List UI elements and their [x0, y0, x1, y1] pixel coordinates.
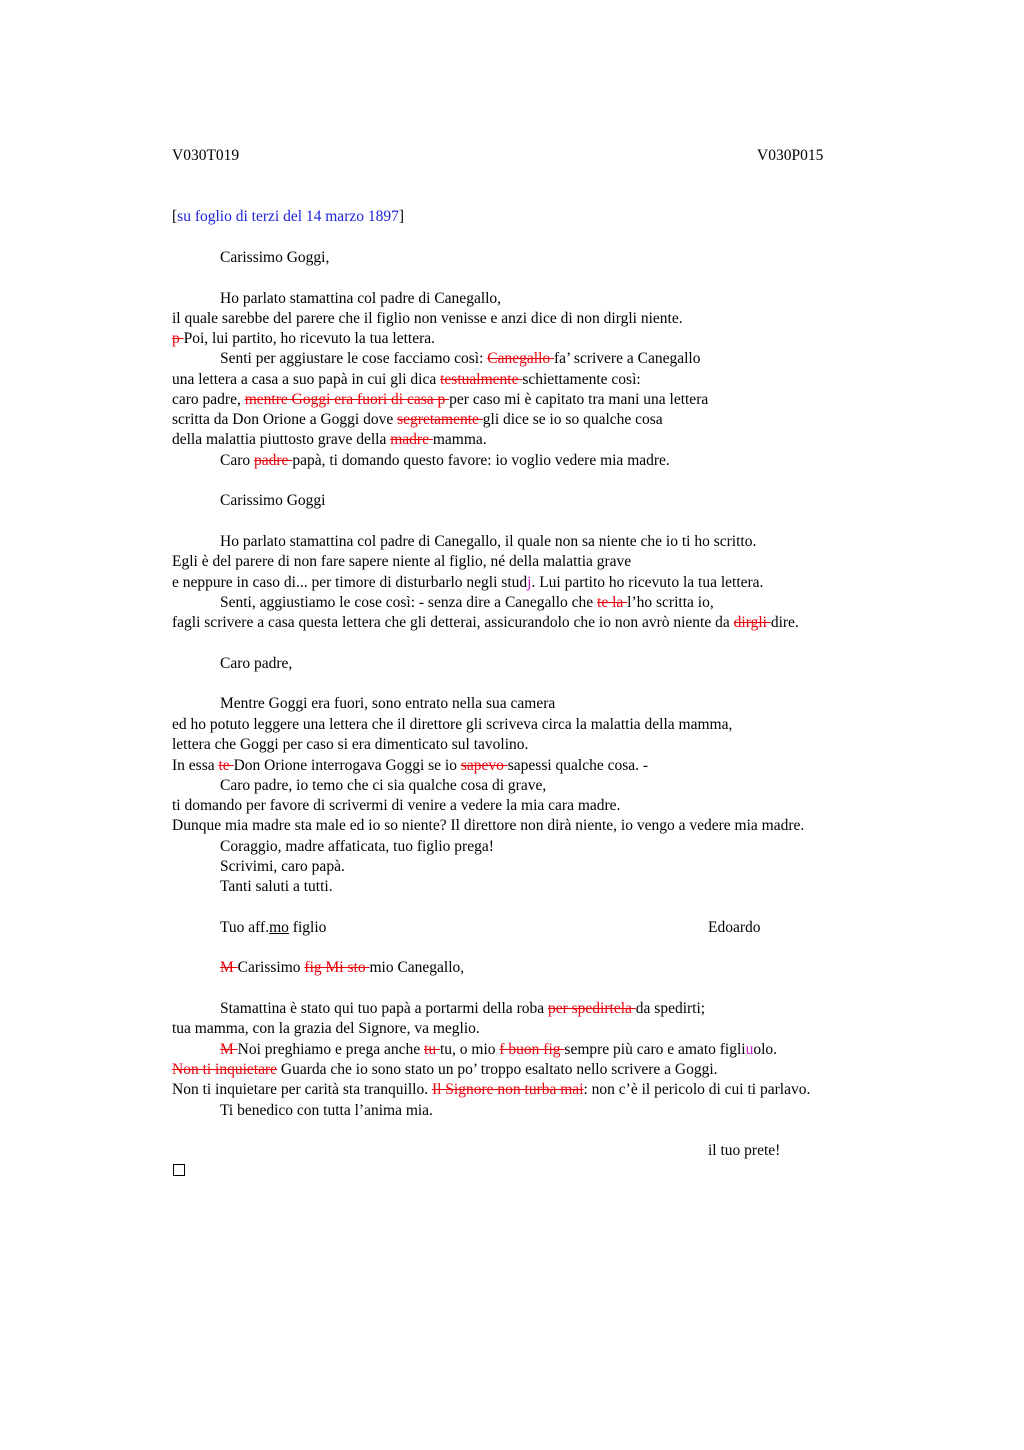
draft1-line: il quale sarebbe del parere che il figlio non venisse e anzi dice di non dirgli niente.: [172, 310, 683, 327]
draft2-line: [220, 593, 714, 613]
draft2-greeting: Carissimo Goggi: [220, 492, 326, 509]
draft1-greeting: Carissimo Goggi,: [220, 249, 330, 266]
draft2-line: [172, 573, 763, 593]
draft1-line: [172, 430, 487, 450]
draft1-line: [172, 370, 641, 390]
line-text: Senti, aggiustiamo le cose così: - senza dire a Canegallo che: [220, 594, 598, 611]
deleted-text: f buon fig: [499, 1041, 565, 1058]
line-text: : non c’è il pericolo di cui ti parlavo.: [583, 1081, 811, 1098]
line-text: olo.: [753, 1041, 778, 1058]
line-text: Noi preghiamo e prega anche: [237, 1041, 425, 1058]
line-text: Tuo aff.: [220, 919, 270, 936]
line-text: Don Orione interrogava Goggi se io: [233, 757, 461, 774]
letter-line: lettera che Goggi per caso si era dimenticato sul tavolino.: [172, 736, 529, 753]
letter-closing: [220, 918, 326, 938]
letter-line: Scrivimi, caro papà.: [220, 858, 345, 875]
line-text: Caro: [220, 452, 255, 469]
deleted-text: M: [220, 959, 238, 976]
line-text: per caso mi è capitato tra mani una lettera: [449, 391, 709, 408]
draft1-line: [220, 349, 700, 369]
inserted-text: u: [745, 1041, 754, 1058]
bracket-close: ]: [398, 208, 405, 225]
line-text: Senti per aggiustare le cose facciamo così:: [220, 350, 488, 367]
line-text: mamma.: [432, 431, 487, 448]
deleted-text: per spedirtela: [547, 1000, 636, 1017]
line-text: Poi, lui partito, ho ricevuto la tua lettera.: [183, 330, 436, 347]
deleted-text: fig Mi sto: [304, 959, 370, 976]
deleted-text: padre: [254, 452, 293, 469]
deleted-text: madre: [390, 431, 433, 448]
line-text: Stamattina è stato qui tuo papà a portarmi della roba: [220, 1000, 548, 1017]
draft1-line: [172, 390, 708, 410]
line-text: Non ti inquietare per carità sta tranquillo.: [172, 1081, 432, 1098]
draft1-line: Ho parlato stamattina col padre di Canegallo,: [220, 290, 502, 307]
deleted-text: tu: [424, 1041, 440, 1058]
letter-line: Coraggio, madre affaticata, tuo figlio prega!: [220, 838, 494, 855]
line-text: dire.: [770, 614, 799, 631]
deleted-text: Il Signore non turba mai: [431, 1081, 584, 1098]
line-text: mio Canegallo,: [369, 959, 465, 976]
line-text: tu, o mio: [439, 1041, 500, 1058]
line-text: schiettamente così:: [522, 371, 641, 388]
line-text: e neppure in caso di... per timore di disturbarlo negli stud: [172, 574, 528, 591]
final-line: [172, 1080, 810, 1100]
deleted-text: M: [220, 1041, 238, 1058]
deleted-text: dirgli: [733, 614, 771, 631]
underlined-text: mo: [269, 919, 289, 936]
line-text: fagli scrivere a casa questa lettera che gli detterai, assicurandolo che io non avrò niente da: [172, 614, 734, 631]
line-text: sapessi qualche cosa. -: [507, 757, 649, 774]
final-line: [220, 1040, 777, 1060]
draft2-line: Ho parlato stamattina col padre di Canegallo, il quale non sa niente che io ti ho scritto.: [220, 533, 757, 550]
line-text: l’ho scritta io,: [627, 594, 714, 611]
draft1-line: [172, 329, 435, 349]
final-line: [172, 1060, 718, 1080]
bracket-open: [: [172, 208, 178, 225]
deleted-text: Non ti inquietare: [172, 1061, 278, 1078]
line-text: papà, ti domando questo favore: io voglio vedere mia madre.: [292, 452, 670, 469]
document-code-left: V030T019: [172, 147, 240, 164]
letter-line: Caro padre, io temo che ci sia qualche cosa di grave,: [220, 777, 547, 794]
letter-greeting: Caro padre,: [220, 655, 293, 672]
line-text: figlio: [288, 919, 327, 936]
end-marker-square-icon: [173, 1164, 185, 1176]
deleted-text: segretamente: [397, 411, 483, 428]
final-line: tua mamma, con la grazia del Signore, va meglio.: [172, 1020, 480, 1037]
inserted-text: j: [527, 574, 532, 591]
final-signature: il tuo prete!: [708, 1142, 781, 1159]
deleted-text: te la: [597, 594, 628, 611]
draft2-line: Egli è del parere di non fare sapere niente al figlio, né della malattia grave: [172, 553, 632, 570]
deleted-text: sapevo: [460, 757, 508, 774]
deleted-text: testualmente: [440, 371, 523, 388]
letter-line: Dunque mia madre sta male ed io so niente? Il direttore non dirà niente, io vengo a vedere mia madre.: [172, 817, 805, 834]
deleted-text: Canegallo: [487, 350, 554, 367]
letter-line: Mentre Goggi era fuori, sono entrato nella sua camera: [220, 695, 556, 712]
final-line: Ti benedico con tutta l’anima mia.: [220, 1102, 433, 1119]
line-text: della malattia piuttosto grave della: [172, 431, 391, 448]
letter-line: [172, 756, 648, 776]
draft1-line: [172, 410, 663, 430]
deleted-text: p: [172, 330, 184, 347]
line-text: In essa: [172, 757, 219, 774]
editorial-note: [172, 207, 404, 227]
line-text: sempre più caro e amato figli: [564, 1041, 746, 1058]
deleted-text: mentre Goggi era fuori di casa p: [244, 391, 450, 408]
letter-line: ti domando per favore di scrivermi di venire a vedere la mia cara madre.: [172, 797, 621, 814]
letter-line: Tanti saluti a tutti.: [220, 878, 333, 895]
note-text: su foglio di terzi del 14 marzo 1897: [177, 208, 399, 225]
line-text: una lettera a casa a suo papà in cui gli dica: [172, 371, 441, 388]
deleted-text: te: [218, 757, 234, 774]
letter-line: ed ho potuto leggere una lettera che il direttore gli scriveva circa la malattia della mamma,: [172, 716, 733, 733]
line-text: Guarda che io sono stato un po’ troppo esaltato nello scrivere a Goggi.: [277, 1061, 718, 1078]
final-greeting: [220, 958, 464, 978]
line-text: da spedirti;: [635, 1000, 706, 1017]
line-text: Carissimo: [237, 959, 305, 976]
line-text: fa’ scrivere a Canegallo: [554, 350, 701, 367]
draft2-line: [172, 613, 799, 633]
line-text: caro padre,: [172, 391, 245, 408]
line-text: scritta da Don Orione a Goggi dove: [172, 411, 398, 428]
page-code-right: V030P015: [757, 147, 824, 164]
draft1-line: [220, 451, 670, 471]
letter-signature: Edoardo: [708, 919, 761, 936]
line-text: gli dice se io so qualche cosa: [482, 411, 663, 428]
final-line: [220, 999, 705, 1019]
line-text: . Lui partito ho ricevuto la tua lettera.: [531, 574, 764, 591]
